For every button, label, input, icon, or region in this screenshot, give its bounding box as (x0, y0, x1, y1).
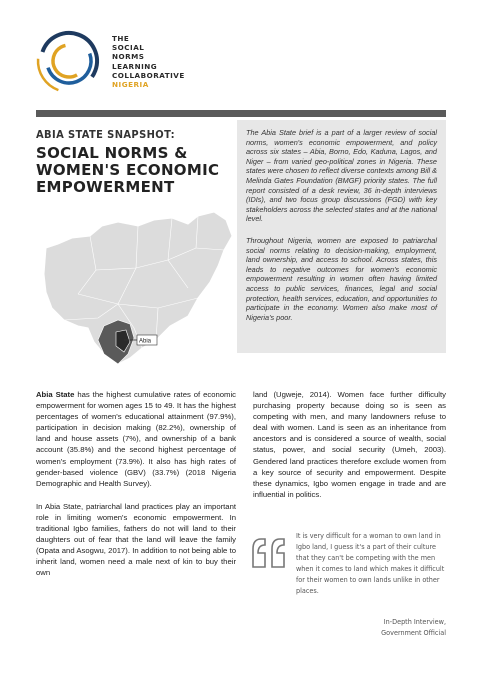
lead-term: Abia State (36, 390, 75, 399)
body-column-right (253, 389, 446, 500)
title-line: EMPOWERMENT (36, 178, 175, 196)
attribution-line: Government Official (381, 627, 446, 637)
intro-sidebar (237, 120, 446, 353)
nigeria-map (38, 208, 238, 374)
title-line: SOCIAL NORMS & (36, 144, 188, 162)
body-column-left (36, 389, 236, 591)
sidebar-paragraph: Throughout Nigeria, women are exposed to patriarchal social norms relating to decision-making, employment, land ownership, and access to school. Across states, this leads to negative outcomes for women's economic empowerment resulting in women often having limited access to public services, finances, legal and social protection, health services, education, and opportunities to participate in the economy. Women also make most of Nigeria's poor. (246, 235, 437, 322)
attribution-line: In-Depth Interview, (383, 617, 446, 626)
brand-line: SOCIAL (112, 43, 145, 53)
map-label-abia: Abia (139, 338, 152, 345)
sidebar-paragraph: The Abia State brief is a part of a larger review of social norms, women's economic empowerment, and policy across six states – Abia, Borno, Edo, Kaduna, Lagos, and Niger – from varied geo-political zones in Nigeria. These states were chosen to reflect diverse contexts among Bill & Melinda Gates Foundation (BMGF) priority states. The full report consisted of a desk review, 36 in-depth interviews (IDIs), and two focus group discussions (FGD) with key stakeholders across the selected states and at the national level. (246, 128, 437, 224)
quote-attribution (381, 617, 446, 639)
sncl-ring-logo (34, 26, 104, 96)
body-text: has the highest cumulative rates of economic empowerment for women ages 15 to 49. It has the highest percentages of women's educational attainment (97.9%), participation in decision making (82.2%), ownership of land and house assets (7%), and ownership of a bank account (35.8%) and the second highest percentage of women's employment (73.9%). It also has high rates of gender-based violence (GBV) (33.7%) (2018 Nigeria Demographic and Health Survey). (36, 390, 237, 488)
brand-line-nigeria: NIGERIA (112, 80, 149, 90)
page-kicker: ABIA STATE SNAPSHOT: (36, 128, 176, 141)
open-quote-icon (251, 533, 287, 573)
body-paragraph: land (Ugweje, 2014). Women face further difficulty purchasing property because doing so is seen as competing with men, and many landowners refuse to deal with women. Land is seen as an inheritance from ancestors and is considered a source of wealth, social status, power, and social security (Umeh, 2003). Gendered land practices therefore exclude women from a key source of security and empowerment. Despite these dynamics, Igbo women engage in trade and are influential in politics. (253, 390, 446, 499)
title-line: WOMEN'S ECONOMIC (36, 161, 220, 179)
brand-line: LEARNING (112, 61, 158, 71)
brand-line: THE (112, 34, 130, 43)
brand-wordmark (112, 34, 185, 89)
page-title (36, 145, 226, 196)
body-paragraph: In Abia State, patriarchal land practices play an important role in limiting women's economic empowerment. In traditional Igbo families, fathers do not will land to their daughters out of fear that the land will leave the family (Opata and Asogwu, 2017). In addition to not being able to inherit land, women need a male next of kin to buy their own (36, 501, 236, 578)
pull-quote: It is very difficult for a woman to own land in Igbo land, I guess it's a part of their culture that they can't be competing with the men when it comes to land which makes it difficult for their women to own lands unlike in other places. (296, 531, 445, 596)
body-paragraph (36, 389, 236, 489)
brand-line: COLLABORATIVE (112, 70, 185, 80)
header-rule (36, 110, 446, 117)
brand-line: NORMS (112, 52, 145, 62)
